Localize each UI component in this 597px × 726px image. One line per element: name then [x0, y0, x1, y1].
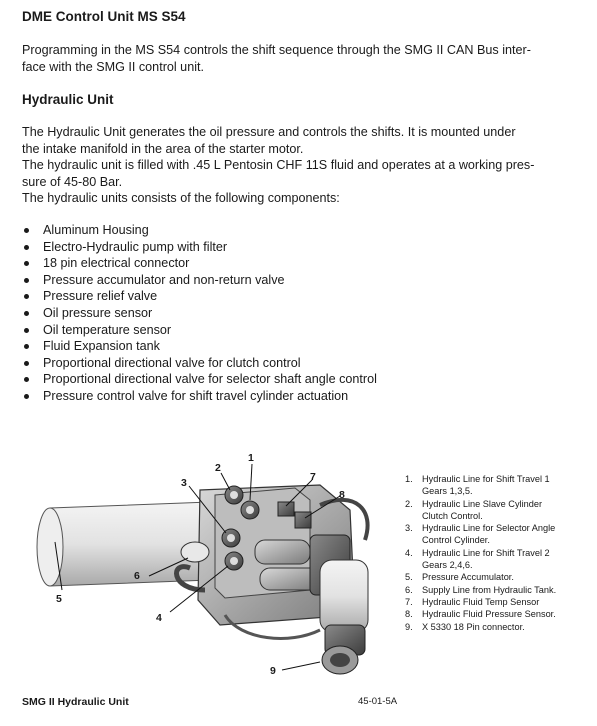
list-item	[22, 388, 377, 405]
list-item	[22, 222, 377, 239]
legend-number: 4.	[405, 547, 413, 558]
list-item-text: Oil temperature sensor	[43, 322, 172, 337]
paragraph-line: The hydraulic units consists of the following components:	[22, 191, 340, 205]
bullet-icon	[24, 228, 29, 233]
legend-text: Supply Line from Hydraulic Tank.	[422, 584, 557, 595]
list-item	[22, 338, 377, 355]
legend-text: Gears 1,3,5.	[422, 486, 473, 497]
figure-id: 45-01-5A	[358, 696, 398, 707]
legend-text: Control Cylinder.	[422, 535, 490, 546]
legend-number: 7.	[405, 596, 413, 607]
hydraulic-block-drawing	[176, 485, 368, 674]
bullet-icon	[24, 245, 29, 250]
paragraph-line: The hydraulic unit is filled with .45 L Pentosin CHF 11S fluid and operates at a working pres-	[22, 158, 535, 172]
list-item	[22, 255, 377, 272]
paragraph-line: Programming in the MS S54 controls the shift sequence through the SMG II CAN Bus inter-	[22, 43, 531, 57]
list-item-text: Pressure relief valve	[43, 289, 158, 304]
legend-item	[405, 584, 556, 596]
bullet-icon	[24, 361, 29, 366]
callout-label: 5	[56, 593, 62, 605]
list-item-text: Oil pressure sensor	[43, 305, 153, 320]
figure-legend	[405, 473, 556, 633]
pressure-accumulator-drawing	[37, 502, 210, 586]
legend-number: 8.	[405, 609, 413, 620]
legend-item	[405, 621, 556, 633]
figure-caption: SMG II Hydraulic Unit	[22, 696, 129, 708]
paragraph-line: The Hydraulic Unit generates the oil pressure and controls the shifts. It is mounted under	[22, 125, 516, 139]
list-item	[22, 272, 377, 289]
paragraph-line: the intake manifold in the area of the starter motor.	[22, 141, 304, 156]
bullet-icon	[24, 294, 29, 299]
list-item	[22, 288, 377, 305]
legend-number: 1.	[405, 474, 413, 484]
list-item	[22, 355, 377, 372]
hydraulic-unit-illustration	[20, 440, 400, 690]
legend-item	[405, 522, 556, 547]
legend-text: Gears 2,4,6.	[422, 560, 473, 571]
list-item	[22, 305, 377, 322]
bullet-icon	[24, 377, 29, 382]
legend-text: X 5330 18 Pin connector.	[422, 621, 525, 632]
legend-text: Hydraulic Line for Shift Travel 1	[422, 474, 550, 484]
list-item-text: Fluid Expansion tank	[43, 339, 160, 354]
callout-label: 7	[310, 471, 316, 483]
bullet-icon	[24, 261, 29, 266]
legend-number: 3.	[405, 523, 413, 534]
legend-item	[405, 571, 556, 583]
bullet-icon	[24, 311, 29, 316]
callout-label: 1	[248, 452, 254, 464]
callout-label: 2	[215, 462, 221, 474]
legend-item	[405, 608, 556, 620]
legend-number: 6.	[405, 584, 413, 595]
section-heading-dme: DME Control Unit MS S54	[22, 9, 186, 24]
legend-text: Hydraulic Line Slave Cylinder	[422, 498, 543, 509]
legend-number: 5.	[405, 572, 413, 583]
legend-number: 9.	[405, 621, 413, 632]
legend-text: Hydraulic Fluid Pressure Sensor.	[422, 609, 556, 620]
legend-item	[405, 498, 556, 523]
list-item	[22, 371, 377, 388]
paragraph-hydraulic	[22, 124, 570, 207]
list-item-text: 18 pin electrical connector	[43, 256, 190, 271]
paragraph-line: sure of 45-80 Bar.	[22, 174, 123, 189]
legend-text: Hydraulic Line for Shift Travel 2	[422, 547, 550, 558]
legend-text: Hydraulic Fluid Temp Sensor	[422, 596, 540, 607]
paragraph-dme	[22, 42, 570, 75]
list-item	[22, 322, 377, 339]
callout-label: 8	[339, 489, 345, 501]
list-item-text: Proportional directional valve for selector shaft angle control	[43, 372, 377, 387]
list-item-text: Pressure control valve for shift travel cylinder actuation	[43, 388, 349, 403]
list-item-text: Electro-Hydraulic pump with filter	[43, 239, 228, 254]
list-item-text: Proportional directional valve for clutch control	[43, 355, 301, 370]
legend-text: Hydraulic Line for Selector Angle	[422, 523, 556, 534]
list-item-text: Aluminum Housing	[43, 223, 149, 237]
legend-item	[405, 596, 556, 608]
list-item	[22, 239, 377, 256]
list-item-text: Pressure accumulator and non-return valve	[43, 272, 285, 287]
legend-text: Clutch Control.	[422, 510, 483, 521]
paragraph-line: face with the SMG II control unit.	[22, 59, 204, 74]
bullet-icon	[24, 344, 29, 349]
legend-item	[405, 473, 556, 498]
bullet-icon	[24, 328, 29, 333]
callout-label: 3	[181, 477, 187, 489]
section-heading-hydraulic: Hydraulic Unit	[22, 92, 114, 107]
component-list	[22, 222, 377, 405]
callout-label: 9	[270, 665, 276, 677]
legend-text: Pressure Accumulator.	[422, 572, 514, 583]
callout-label: 4	[156, 612, 162, 624]
callout-label: 6	[134, 570, 140, 582]
legend-number: 2.	[405, 498, 413, 509]
bullet-icon	[24, 394, 29, 399]
bullet-icon	[24, 278, 29, 283]
legend-item	[405, 547, 556, 572]
